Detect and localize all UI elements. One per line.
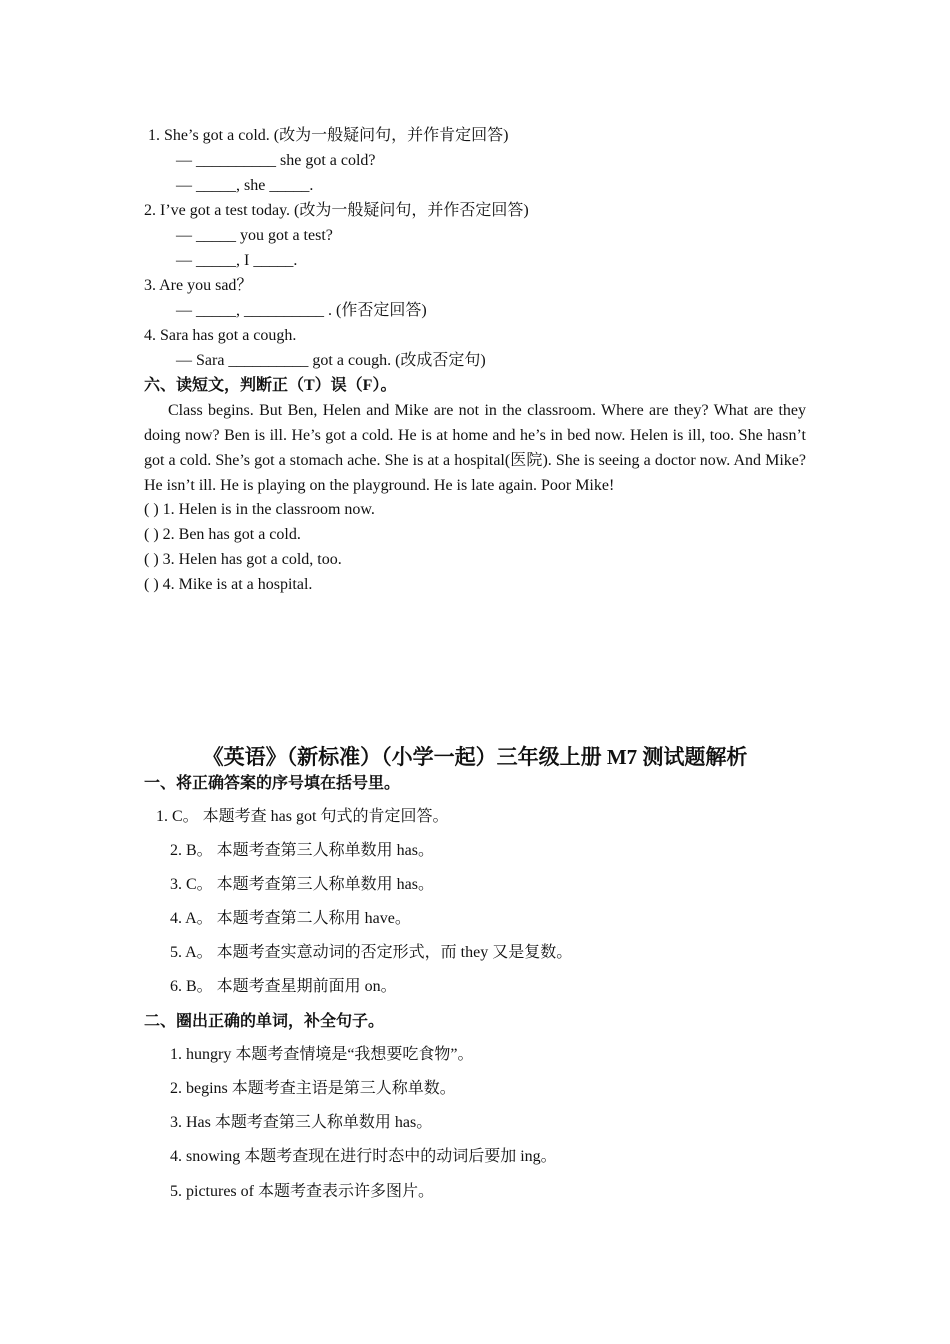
tf-item-1: ( ) 1. Helen is in the classroom now.: [144, 501, 375, 518]
tf-item-3: ( ) 3. Helen has got a cold, too.: [144, 551, 342, 568]
section-6-heading: 六、读短文，判断正（T）误（F）。: [144, 377, 397, 394]
q1-answer-line-2: — _____, she _____.: [176, 177, 314, 194]
q2-answer-line-2: — _____, I _____.: [176, 252, 298, 269]
answer-2-5: 5. pictures of 本题考查表示许多图片。: [170, 1183, 434, 1200]
answer-1-3: 3. C。 本题考查第三人称单数用 has。: [170, 876, 435, 893]
answer-1-1: 1. C。 本题考查 has got 句式的肯定回答。: [156, 808, 449, 825]
answer-1-2: 2. B。 本题考查第三人称单数用 has。: [170, 842, 435, 859]
q4-prompt: 4. Sara has got a cough.: [144, 327, 297, 344]
reading-passage: Class begins. But Ben, Helen and Mike are not in the classroom. Where are they? What are they doing now? Ben is ill. He’s got a cold. He is at home and he’s in bed now. Helen is ill, too. She hasn’t got a cold. She’s got a stomach ache. She is at a hospital(医院). She is seeing a doctor now. And Mike? He isn’t ill. He is playing on the playground. He is late again. Poor Mike!: [144, 402, 806, 494]
q3-prompt: 3. Are you sad？: [144, 277, 253, 294]
answer-2-3: 3. Has 本题考查第三人称单数用 has。: [170, 1114, 433, 1131]
answer-1-4: 4. A。 本题考查第二人称用 have。: [170, 910, 411, 927]
tf-item-4: ( ) 4. Mike is at a hospital.: [144, 576, 313, 593]
q2-prompt: 2. I’ve got a test today. (改为一般疑问句，并作否定回答): [144, 202, 529, 219]
answer-1-6: 6. B。 本题考查星期前面用 on。: [170, 978, 397, 995]
answer-2-4: 4. snowing 本题考查现在进行时态中的动词后要加 ing。: [170, 1148, 557, 1165]
answers-section-1-heading: 一、将正确答案的序号填在括号里。: [144, 775, 401, 792]
q4-answer-line-1: — Sara __________ got a cough. (改成否定句): [176, 352, 486, 369]
q3-answer-line-1: — _____, __________ . (作否定回答): [176, 302, 427, 319]
q2-answer-line-1: — _____ you got a test?: [176, 227, 333, 244]
q1-answer-line-1: — __________ she got a cold?: [176, 152, 376, 169]
answer-1-5: 5. A。 本题考查实意动词的否定形式，而 they 又是复数。: [170, 944, 573, 961]
answer-2-2: 2. begins 本题考查主语是第三人称单数。: [170, 1080, 456, 1097]
tf-item-2: ( ) 2. Ben has got a cold.: [144, 526, 301, 543]
q1-prompt: 1. She’s got a cold. (改为一般疑问句，并作肯定回答): [148, 127, 509, 144]
answer-2-1: 1. hungry 本题考查情境是“我想要吃食物”。: [170, 1046, 474, 1063]
answers-title: 《英语》（新标准）（小学一起）三年级上册 M7 测试题解析: [202, 745, 748, 769]
answers-section-2-heading: 二、圈出正确的单词，补全句子。: [144, 1013, 385, 1030]
